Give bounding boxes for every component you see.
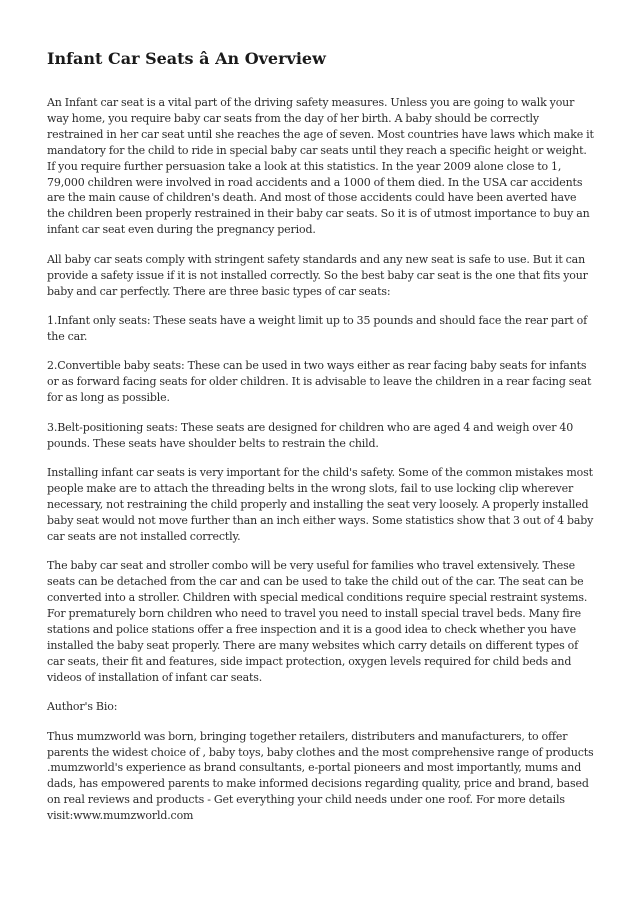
author-bio-heading: Author's Bio: [47, 700, 118, 714]
document-title: Infant Car Seats â An Overview [47, 49, 326, 68]
paragraph-author-bio: Thus mumzworld was born, bringing together retailers, distributers and manufacturers, to offer parents the widest choice of , baby toys, baby clothes and the most comprehensive range of products .mumzworld's experience as brand consultants, e-portal pioneers and most importantly, mums and dads, has empowered parents to make informed decisions regarding quality, price and brand, based on real reviews and products - Get everything your child needs under one roof. For more details visit:www.mumzworld.com [47, 729, 594, 823]
document-page [47, 48, 594, 838]
paragraph-intro: An Infant car seat is a vital part of the driving safety measures. Unless you are going to walk your way home, you require baby car seats from the day of her birth. A baby should be correctly restrained in her car seat until she reaches the age of seven. Most countries have laws which make it mandatory for the child to ride in special baby car seats until they reach a specific height or weight. If you require further persuasion take a look at this statistics. In the year 2009 alone close to 1, 79,000 children were involved in road accidents and a 1000 of them died. In the USA car accidents are the main cause of children's death. And most of those accidents could have been averted have the children been properly restrained in their baby car seats. So it is of utmost importance to buy an infant car seat even during the pregnancy period. [47, 96, 594, 237]
paragraph-safety-standards: All baby car seats comply with stringent safety standards and any new seat is safe to use. But it can provide a safety issue if it is not installed correctly. So the best baby car seat is the one that fits your baby and car perfectly. There are three basic types of car seats: [47, 252, 588, 298]
paragraph-belt-positioning-seats: 3.Belt-positioning seats: These seats are designed for children who are aged 4 and weigh over 40 pounds. These seats have shoulder belts to restrain the child. [47, 420, 574, 450]
paragraph-convertible-seats: 2.Convertible baby seats: These can be used in two ways either as rear facing baby seats for infants or as forward facing seats for older children. It is advisable to leave the children in a rear facing seat for as long as possible. [47, 359, 592, 405]
paragraph-installation: Installing infant car seats is very important for the child's safety. Some of the common mistakes most people make are to attach the threading belts in the wrong slots, fail to use locking clip wherever necessary, not restraining the child properly and installing the seat very loosely. A properly installed baby seat would not move further than an inch either ways. Some statistics show that 3 out of 4 baby car seats are not installed correctly. [47, 466, 594, 543]
paragraph-infant-only-seats: 1.Infant only seats: These seats have a weight limit up to 35 pounds and should face the rear part of the car. [47, 314, 587, 343]
paragraph-stroller-combo: The baby car seat and stroller combo will be very useful for families who travel extensively. These seats can be detached from the car and can be used to take the child out of the car. The seat can be converted into a stroller. Children with special medical conditions require special restraint systems. For prematurely born children who need to travel you need to install special travel beds. Many fire stations and police stations offer a free inspection and it is a good idea to check whether you have installed the baby seat properly. There are many websites which carry details on different types of car seats, their fit and features, side impact protection, oxygen levels required for child beds and videos of installation of infant car seats. [47, 559, 588, 684]
